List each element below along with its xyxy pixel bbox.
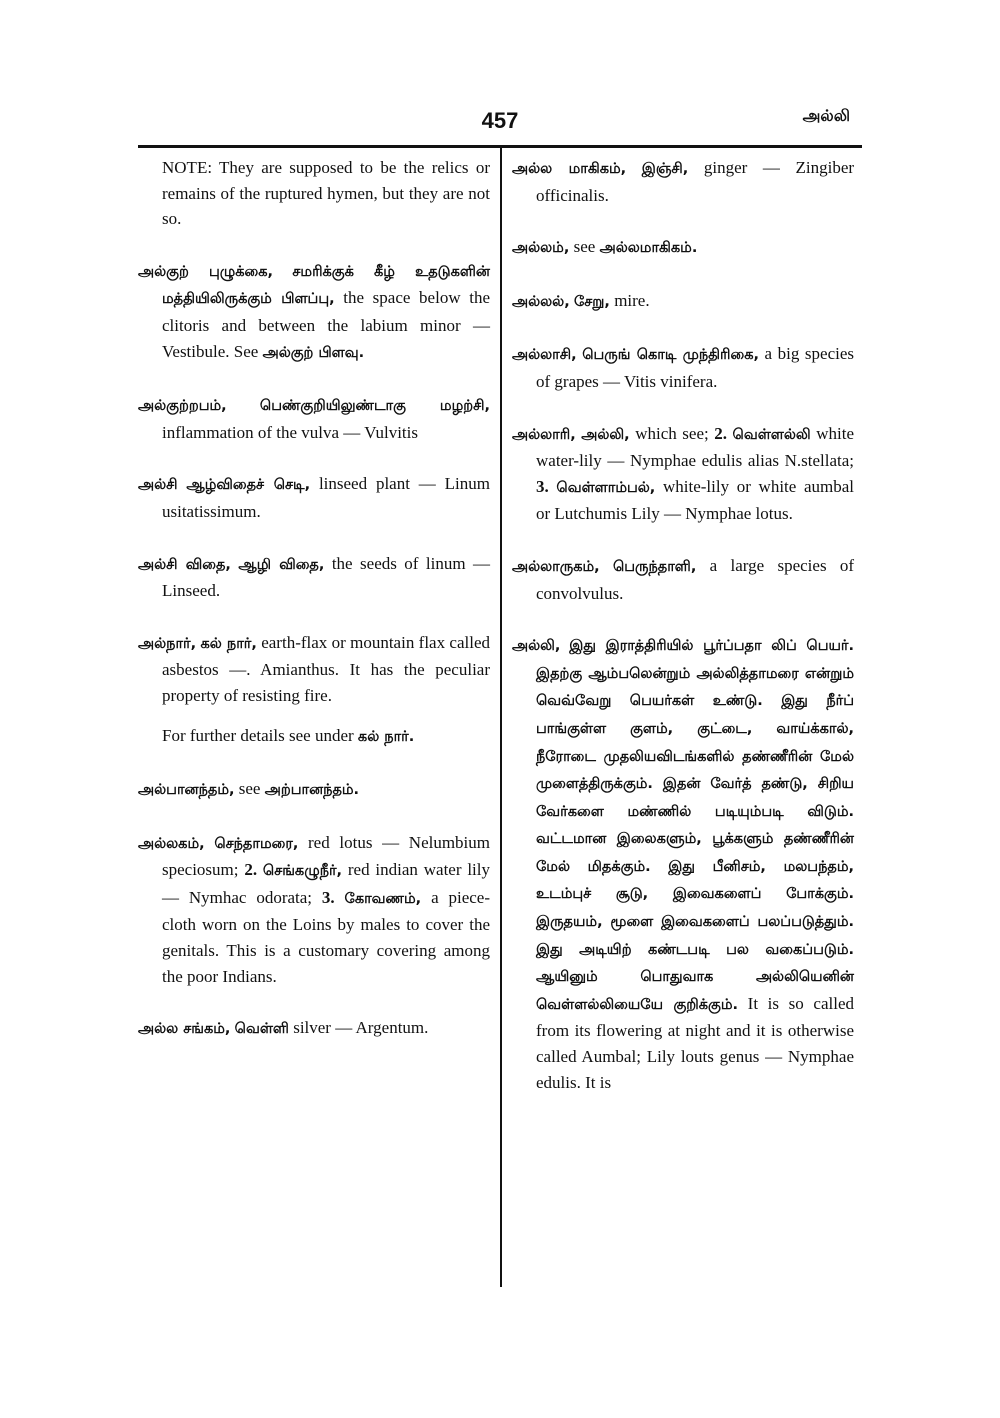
entry-tamil-gloss: சேறு, (573, 293, 610, 310)
entry-english-gloss: the space below the clitoris and between the labium minor — Vestibule. See (162, 288, 490, 361)
dictionary-entry (512, 553, 854, 606)
entry-headword: அல்லி, (512, 638, 561, 655)
entry-tamil-gloss: செந்தாமரை, (214, 835, 299, 852)
entry-headword: அல்லாருகம், (512, 558, 600, 575)
cross-reference: அற்பானந்தம். (264, 782, 360, 799)
entry-tamil-gloss: இஞ்சி, (641, 161, 689, 177)
entry-headword: அல்சி (138, 477, 178, 494)
entry-english-gloss: which see; (635, 423, 709, 443)
entry-english-gloss: red lotus — Nelumbium speciosum; (162, 832, 491, 880)
entry-english-gloss: a big species of grapes — Vitis vinifera. (536, 344, 854, 391)
sense-number: 3. (321, 887, 335, 907)
entry-english-gloss: inflammation of the vulva — Vulvitis (162, 422, 418, 442)
entry-tamil-gloss: வெள்ளி (234, 1021, 289, 1038)
entry-tamil-gloss: சமரிக்குக் கீழ் உதடுகளின் மத்தியிலிருக்கும் பிளப்பு, (162, 263, 490, 308)
dictionary-entry (138, 471, 490, 524)
right-column (512, 155, 854, 1121)
dictionary-entry (512, 155, 854, 208)
entry-headword: அல்லல், (512, 293, 570, 310)
dictionary-entry (512, 341, 854, 394)
entry-english-gloss: ginger — Zingiber officinalis. (536, 158, 855, 205)
dictionary-entry (512, 421, 854, 527)
entry-english-gloss: white-lily or white aumbal or Lutchumis Lily — Nymphae lotus. (536, 476, 855, 524)
entry-english-gloss: linseed plant — Linum usitatissimum. (162, 474, 490, 521)
entry-tamil-gloss: பெருந்தாளி, (612, 558, 697, 575)
dictionary-entry (512, 288, 854, 316)
entry-tamil-gloss: வெள்ளாம்பல், (556, 479, 656, 496)
running-head: அல்லி (802, 106, 850, 125)
entry-english-gloss: a large species of convolvulus. (536, 555, 855, 603)
entry-tamil-gloss: பெண்குறியிலுண்டாகு மழற்சி, (259, 398, 490, 415)
entry-english-gloss: silver — Argentum. (293, 1018, 429, 1038)
entry-tamil-gloss: அல்லி, (581, 426, 630, 443)
sense-number: 2. (714, 423, 728, 443)
entry-headword: அல்லாரி, (512, 426, 576, 443)
dictionary-entry (138, 776, 490, 804)
dictionary-entry (138, 830, 490, 990)
left-column (138, 155, 490, 1069)
entry-english-gloss: It is so called from its flowering at night and it is otherwise called Aumbal; Lily louts genus — Nymphae edulis. It is (536, 993, 855, 1092)
dictionary-entry (138, 392, 490, 445)
entry-english-gloss: For further details see under (162, 725, 354, 745)
entry-headword: அல்லம், (512, 240, 570, 257)
entry-tamil-gloss: செங்கழுநீர், (262, 863, 343, 880)
entry-english-gloss: earth-flax or mountain flax called asbestos —. Amianthus. It has the peculiar property of resisting fire. (162, 632, 491, 705)
entry-tamil-gloss: ஆழ்விதைச் செடி, (186, 477, 311, 494)
entry-tamil-gloss: ஆழி விதை, (238, 556, 325, 573)
dictionary-entry (512, 234, 854, 262)
entry-english-gloss: a piece-cloth worn on the Loins by males to cover the genitals. This is a customary covering among the poor Indians. (162, 887, 490, 986)
entry-headword: அல்குற்றபம், (138, 398, 227, 415)
entry-headword: அல்சி விதை, (138, 556, 231, 573)
entry-english-gloss: red indian water lily — Nymhac odorata; (162, 860, 490, 907)
entry-headword: அல்லாசி, (512, 347, 577, 364)
cross-reference: அல்குற் பிளவு. (262, 344, 365, 361)
dictionary-entry (138, 1015, 490, 1043)
entry-english-gloss: white water-lily — Nymphae edulis alias N.stellata; (536, 423, 854, 471)
entry-headword: அல்பானந்தம், (138, 782, 235, 799)
cross-reference: அல்லமாகிகம். (599, 240, 698, 257)
sense-number: 3. (536, 476, 549, 496)
entry-tamil-gloss: கல் நார், (200, 635, 257, 652)
entry-tamil-gloss: பெருங் கொடி முந்திரிகை, (582, 347, 759, 364)
entry-headword: அல்ல மாகிகம், (512, 161, 627, 177)
entry-headword: அல்குற் புழுக்கை, (138, 263, 274, 280)
entry-english-gloss: see (238, 779, 261, 799)
entry-english-gloss: the seeds of linum — Linseed. (162, 553, 490, 601)
dictionary-entry (512, 632, 854, 1095)
entry-headword: அல்ல சங்கம், (138, 1021, 231, 1038)
entry-english-gloss: see (573, 237, 596, 257)
dictionary-entry (138, 551, 490, 604)
sense-number: 2. (244, 860, 258, 880)
page-number: 457 (481, 108, 519, 133)
entry-headword: அல்நார், (138, 635, 197, 652)
entry-tamil-gloss: கோவணம், (344, 890, 422, 907)
entry-tamil-gloss: இது இராத்திரியில் பூர்ப்பதா லிப் பெயர். இதற்கு ஆம்பலென்றும் அல்லித்தாமரை என்றும் வெவ்வேறு பெயர்கள் உண்டு. இது நீர்ப் பாங்குள்ள குளம், குட்டை, வாய்க்கால், நீரோடை முதலியவிடங்களில் தண்ணீரின் மேல் முளைத்திருக்கும். இதன் வேர்த் தண்டு, சிறிய வேர்களை மண்ணில் படியும்படி விடும். வட்டமான இலைகளும், பூக்களும் தண்ணீரின் மேல் மிதக்கும். இது பீனிசம், மலபந்தம், உடம்புச் சூடு, இவைகளைப் போக்கும். இருதயம், மூளை இவைகளைப் பலப்படுத்தும். இது அடியிற் கண்டபடி பல வகைப்படும். ஆயினும் பொதுவாக அல்லியெனின் வெள்ளல்லியையே குறிக்கும். (536, 638, 855, 1013)
entry-headword: அல்லகம், (138, 835, 205, 852)
dictionary-entry (138, 155, 490, 232)
column-divider (500, 147, 502, 1287)
entry-english-gloss: mire. (614, 290, 650, 310)
dictionary-entry (138, 630, 490, 709)
dictionary-entry (138, 723, 490, 751)
cross-reference: கல் நார். (357, 728, 415, 745)
entry-text: NOTE: They are supposed to be the relics or remains of the ruptured hymen, but they are not so. (162, 158, 490, 229)
entry-tamil-gloss: வெள்ளல்லி (732, 426, 811, 443)
dictionary-entry (138, 258, 490, 366)
